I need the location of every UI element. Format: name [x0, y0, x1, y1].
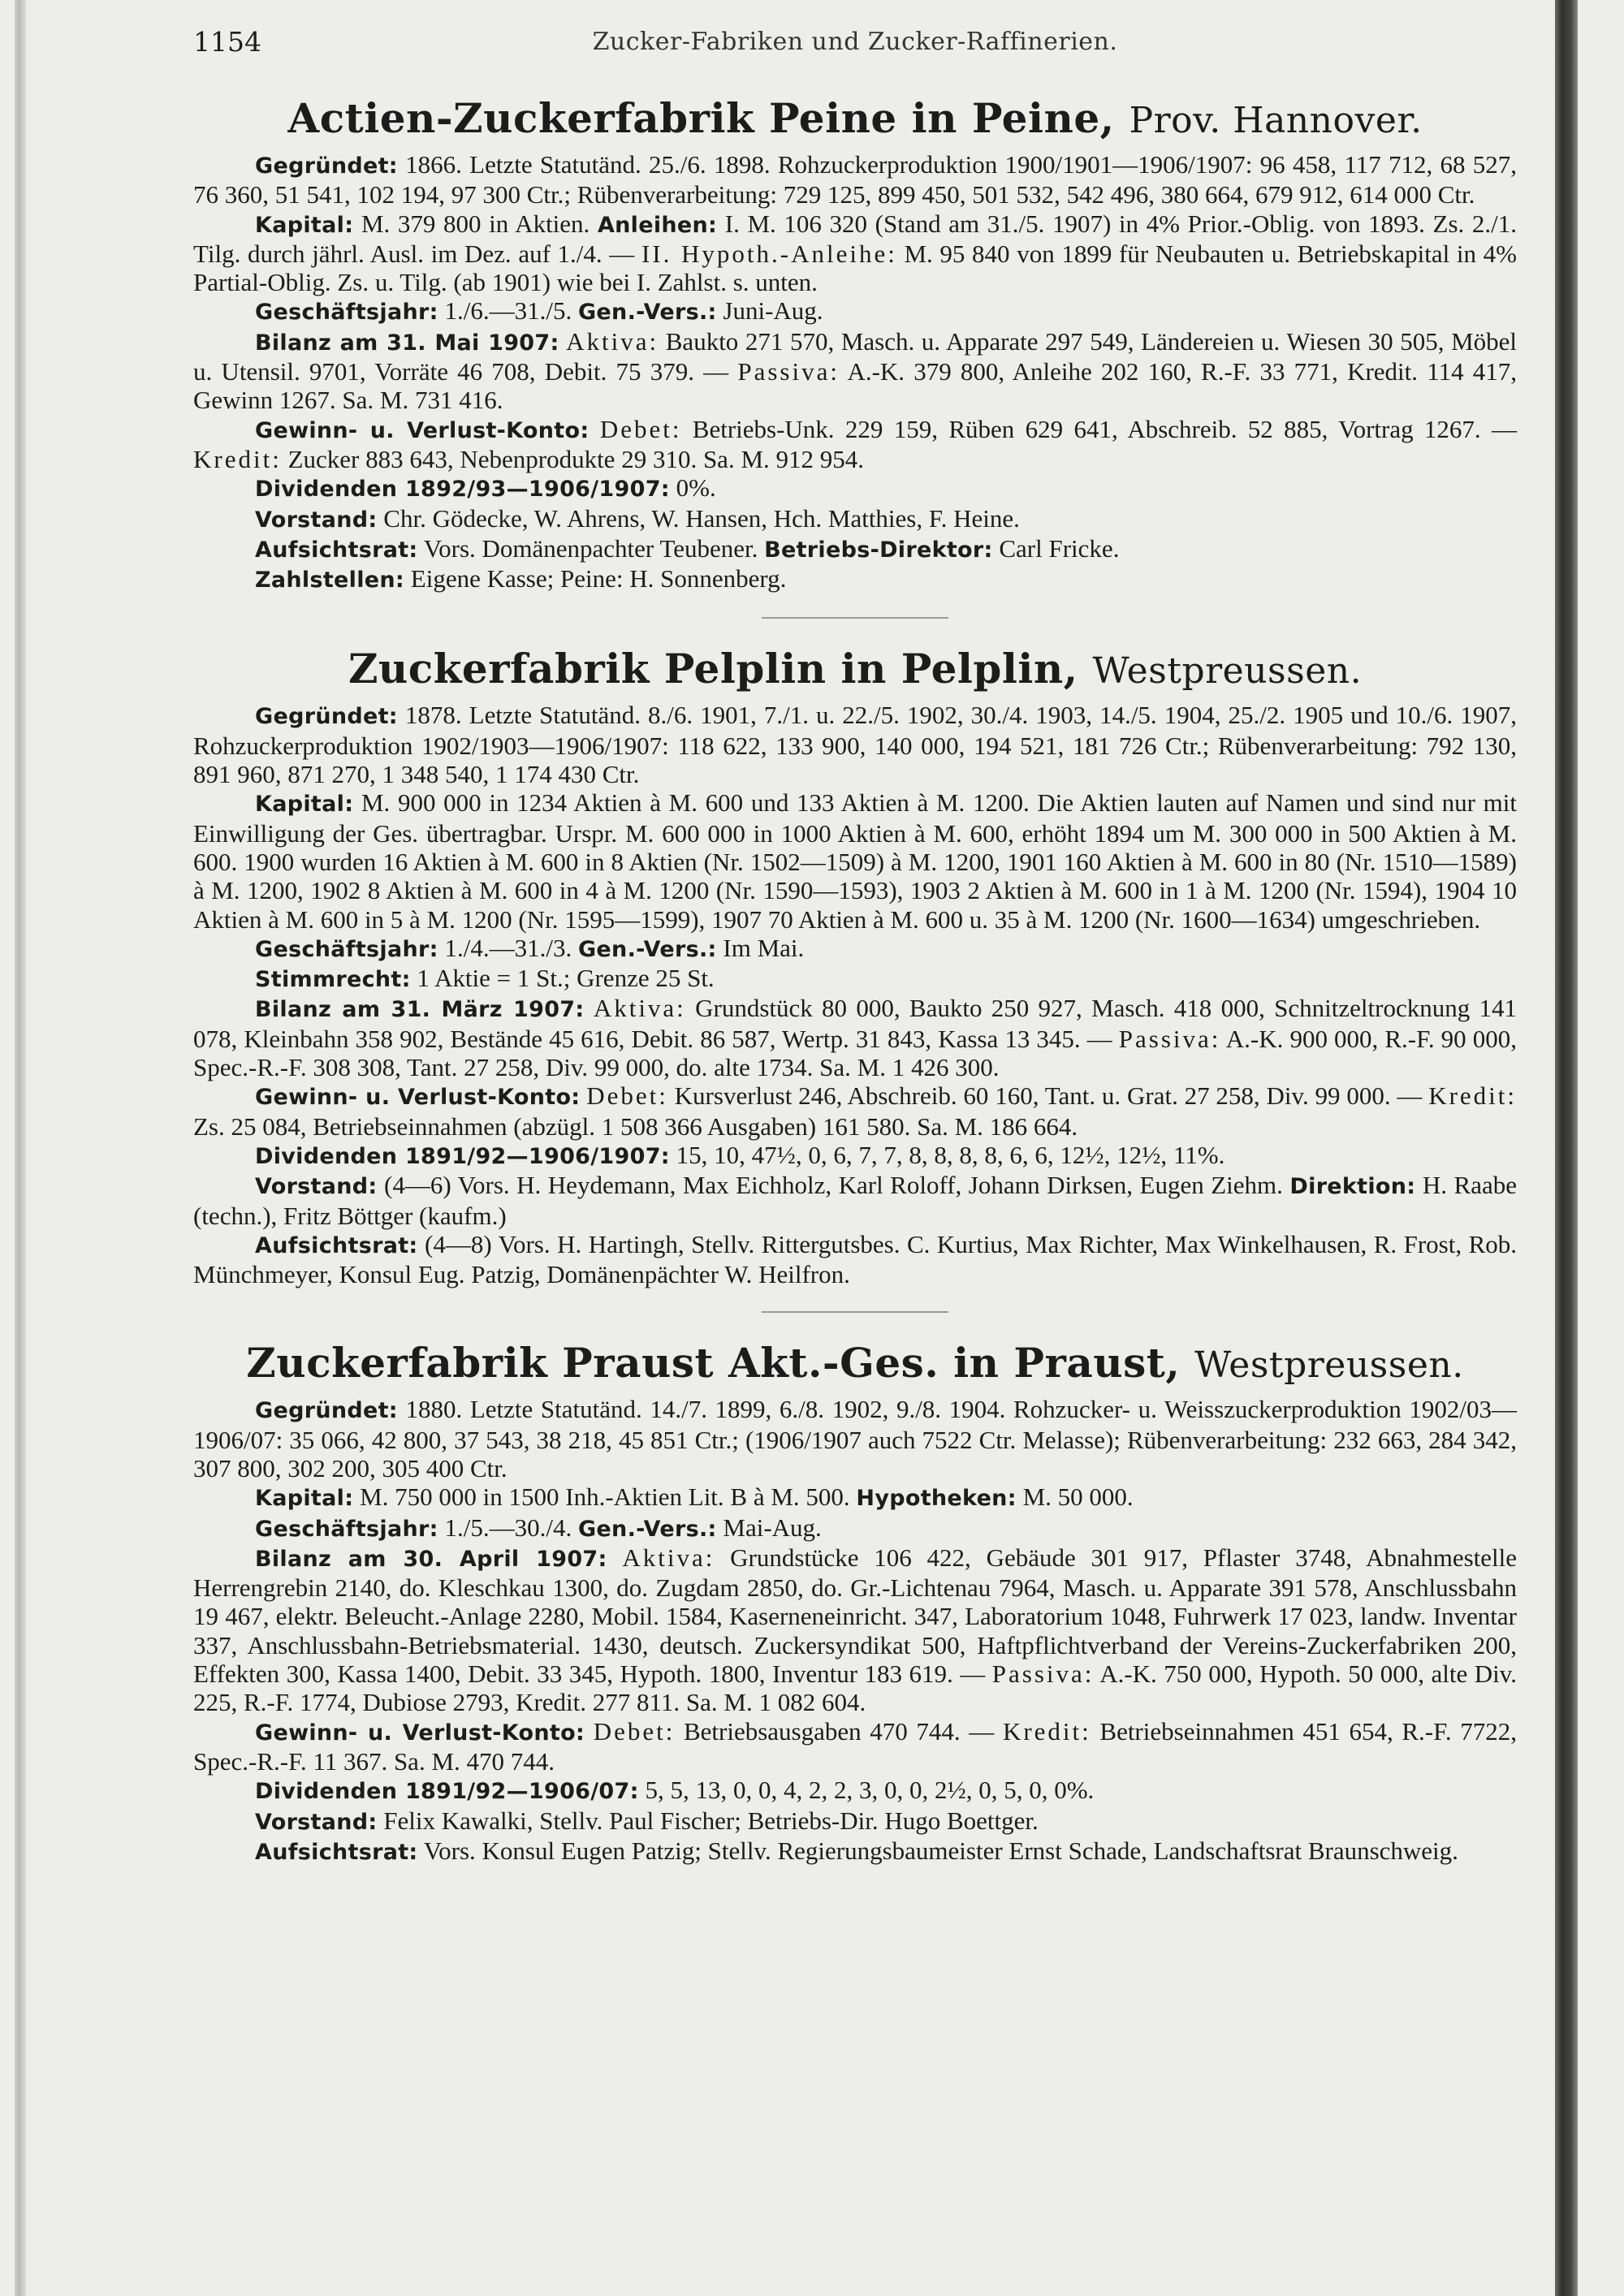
- field-text: Kursverlust 246, Abschreib. 60 160, Tant. u. Grat. 27 258, Div. 99 000. —: [667, 1081, 1429, 1111]
- company-title: [193, 645, 1517, 693]
- field-text: A.-K. 900 000, R.-F. 90 000, Spec.-R.-F. 308 308, Tant. 27 258, Div. 99 000, do. alte 1734. Sa. M. 1 426 300.: [193, 1024, 1517, 1082]
- field-text: 1./6.—31./5.: [438, 296, 578, 326]
- entry-paragraph: [193, 504, 1517, 534]
- field-label: Kapital:: [255, 212, 354, 238]
- field-text: M. 750 000 in 1500 Inh.-Aktien Lit. B à M. 500.: [353, 1482, 857, 1512]
- spaced-label: Aktiva:: [593, 994, 686, 1023]
- field-label: Aufsichtsrat:: [255, 1232, 418, 1258]
- field-label: Gegründet:: [255, 153, 398, 179]
- field-label: Geschäftsjahr:: [255, 936, 438, 962]
- field-label: Gen.-Vers.:: [577, 1516, 717, 1542]
- field-text: M. 379 800 in Aktien.: [353, 209, 598, 238]
- field-text: (4—8) Vors. H. Hartingh, Stellv. Rittergutsbes. C. Kurtius, Max Richter, Max Winkelhausen, R. Frost, Rob. Münchmeyer, Konsul Eug. Patzig, Domänenpächter W. Heilfron.: [193, 1229, 1517, 1289]
- field-text: Betriebsausgaben 470 744. —: [675, 1716, 1003, 1746]
- field-text: Betriebs-Unk. 229 159, Rüben 629 641, Abschreib. 52 885, Vortrag 1267. —: [681, 414, 1518, 443]
- spaced-label: Debet:: [593, 1716, 676, 1746]
- field-text: Baukto 271 570, Masch. u. Apparate 297 549, Ländereien u. Wiesen 30 505, Möbel u. Utensil. 9701, Vorräte 46 708, Debit. 75 379. —: [193, 326, 1517, 386]
- field-text: Zs. 25 084, Betriebseinnahmen (abzügl. 1 508 366 Ausgaben) 161 580. Sa. M. 186 664.: [193, 1111, 1078, 1141]
- field-label: Bilanz am 31. Mai 1907:: [255, 330, 559, 356]
- company-body: [193, 150, 1517, 594]
- field-text: Mai-Aug.: [716, 1513, 822, 1542]
- field-label: Gegründet:: [255, 1398, 398, 1424]
- field-label: Hypotheken:: [856, 1486, 1017, 1512]
- company-body: [193, 1395, 1517, 1867]
- running-title: Zucker-Fabriken und Zucker-Raffinerien.: [592, 28, 1118, 56]
- spaced-label: Passiva:: [1118, 1024, 1221, 1053]
- field-label: Dividenden 1891/92—1906/07:: [255, 1779, 639, 1805]
- book-binding-edge: [1555, 0, 1578, 2296]
- entry-paragraph: [193, 296, 1517, 326]
- field-text: [607, 1543, 623, 1572]
- entry-paragraph: [193, 534, 1517, 564]
- spaced-label: Debet:: [599, 414, 682, 443]
- spaced-label: Aktiva:: [622, 1543, 715, 1572]
- entry-paragraph: [193, 1141, 1517, 1171]
- field-text: Eigene Kasse; Peine: H. Sonnenberg.: [404, 564, 787, 593]
- field-label: Direktion:: [1289, 1174, 1416, 1200]
- spaced-label: Kredit:: [1002, 1716, 1091, 1746]
- entry-paragraph: [193, 327, 1517, 415]
- field-label: Vorstand:: [255, 1174, 378, 1200]
- field-label: Kapital:: [255, 792, 354, 818]
- field-text: 1./4.—31./3.: [438, 933, 578, 962]
- field-text: [585, 994, 594, 1022]
- field-label: Vorstand:: [255, 507, 378, 533]
- field-text: 1878. Letzte Statutänd. 8./6. 1901, 7./1. u. 22./5. 1902, 30./4. 1903, 14./5. 1904, 25./2. 1905 und 10./6. 1907, Rohzuckerproduktion 1902/1903—1906/1907: 118 622, 133 900, 140 000, 194 521, 181 726 Ctr.; Rübenverarbeitung: 792 130, 891 960, 871 270, 1 348 540, 1 174 430 Ctr.: [193, 701, 1517, 789]
- entry-paragraph: [193, 1836, 1517, 1867]
- field-text: Vors. Konsul Eugen Patzig; Stellv. Regierungsbaumeister Ernst Schade, Landschaftsrat Braunschweig.: [417, 1836, 1458, 1865]
- entry-paragraph: [193, 964, 1517, 994]
- field-text: Chr. Gödecke, W. Ahrens, W. Hansen, Hch. Matthies, F. Heine.: [377, 503, 1020, 533]
- spaced-label: II. Hypoth.-Anleihe:: [641, 239, 897, 268]
- company-entry-pelplin: [193, 645, 1517, 1313]
- field-label: Dividenden 1892/93—1906/1907:: [255, 477, 670, 503]
- entry-paragraph: [193, 1806, 1517, 1836]
- entry-paragraph: [193, 1513, 1517, 1543]
- company-name: Zuckerfabrik Praust Akt.-Ges. in Praust,: [246, 1339, 1181, 1388]
- field-text: 1866. Letzte Statutänd. 25./6. 1898. Rohzuckerproduktion 1900/1901—1906/1907: 96 458, 117 712, 68 527, 76 360, 51 541, 102 194, 97 300 Ctr.; Rübenverarbeitung: 729 125, 899 450, 501 532, 542 496, 380 664, 679 912, 614 000 Ctr.: [193, 150, 1517, 209]
- company-entry-praust: [193, 1339, 1517, 1867]
- field-label: Gewinn- u. Verlust-Konto:: [255, 1720, 585, 1746]
- field-label: Kapital:: [255, 1486, 354, 1512]
- entry-paragraph: [193, 1717, 1517, 1776]
- field-text: M. 95 840 von 1899 für Neubauten u. Betriebskapital in 4% Partial-Oblig. Zs. u. Tilg. (ab 1901) wie bei I. Zahlst. s. unten.: [193, 239, 1517, 297]
- field-label: Vorstand:: [255, 1809, 378, 1835]
- entry-paragraph: [193, 701, 1517, 788]
- entry-paragraph: [193, 1776, 1517, 1806]
- section-divider: [762, 1311, 948, 1313]
- field-text: A.-K. 750 000, Hypoth. 50 000, alte Div. 225, R.-F. 1774, Dubiose 2793, Kredit. 277 811. Sa. M. 1 082 604.: [193, 1659, 1517, 1717]
- field-label: Dividenden 1891/92—1906/1907:: [255, 1143, 670, 1169]
- entry-paragraph: [193, 788, 1517, 933]
- company-location: Westpreussen.: [1092, 650, 1363, 693]
- entry-paragraph: [193, 564, 1517, 594]
- spaced-label: Debet:: [586, 1081, 668, 1111]
- field-label: Aufsichtsrat:: [255, 1839, 418, 1865]
- company-name: Zuckerfabrik Pelplin in Pelplin,: [348, 645, 1078, 693]
- field-text: Felix Kawalki, Stellv. Paul Fischer; Betriebs-Dir. Hugo Boettger.: [377, 1806, 1039, 1835]
- field-label: Gewinn- u. Verlust-Konto:: [255, 1085, 581, 1111]
- section-divider: [762, 617, 948, 619]
- page-edge-left: [15, 0, 26, 2296]
- field-text: Juni-Aug.: [716, 296, 823, 326]
- entry-paragraph: [193, 994, 1517, 1081]
- field-text: 5, 5, 13, 0, 0, 4, 2, 2, 3, 0, 0, 2½, 0, 5, 0, 0%.: [638, 1776, 1095, 1805]
- company-title: [193, 1339, 1517, 1387]
- company-location: Prov. Hannover.: [1129, 100, 1423, 141]
- field-text: Betriebseinnahmen 451 654, R.-F. 7722, Spec.-R.-F. 11 367. Sa. M. 470 744.: [193, 1716, 1518, 1776]
- field-text: Vors. Domänenpachter Teubener.: [417, 533, 765, 563]
- company-name: Actien-Zuckerfabrik Peine in Peine,: [287, 94, 1115, 142]
- field-label: Anleihen:: [597, 212, 718, 238]
- spaced-label: Passiva:: [737, 357, 840, 386]
- field-label: Stimmrecht:: [255, 967, 411, 993]
- entry-paragraph: [193, 473, 1517, 503]
- page-number: 1154: [193, 26, 261, 58]
- field-text: I. M. 106 320 (Stand am 31./5. 1907) in 4%: [717, 209, 1181, 238]
- field-text: [585, 1717, 594, 1746]
- field-text: H. Raabe (techn.), Fritz Böttger (kaufm.): [193, 1171, 1518, 1230]
- field-text: M. 900 000 in 1234 Aktien à M. 600 und 133 Aktien à M. 1200. Die Aktien lauten auf Namen und sind nur mit Einwilligung der Ges. übertragbar. Urspr. M. 600 000 in 1000 Aktien à M. 600, erhöht 1894 um M. 300 000 in 500 Aktien à M. 600. 1900 wurden 16 Aktien à M. 600 in 8 Aktien (Nr. 1502—1509) à M. 1200, 1901 160 Aktien à M. 600 in 80 (Nr. 1510—1589) à M. 1200, 1902 8 Aktien à M. 600 in 4 à M. 1200 (Nr. 1590—1593), 1903 2 Aktien à M. 600 in 1 à M. 1200 (Nr. 1594), 1904 10 Aktien à M. 600 in 5 à M. 1200 (Nr. 1595—1599), 1907 70 Aktien à M. 600 u. 35 à M. 1200 (Nr. 1600—1634) umgeschrieben.: [193, 788, 1517, 934]
- field-text: A.-K. 379 800, Anleihe 202 160, R.-F. 33 771, Kredit. 114 417, Gewinn 1267. Sa. M. 731 416.: [193, 357, 1517, 415]
- field-label: Geschäftsjahr:: [255, 300, 438, 326]
- document-page: [193, 23, 1517, 1867]
- field-label: Betriebs-Direktor:: [764, 537, 993, 563]
- field-text: [559, 327, 567, 356]
- field-label: Bilanz am 30. April 1907:: [255, 1546, 607, 1572]
- field-text: (4—6) Vors. H. Heydemann, Max Eichholz, Karl Roloff, Johann Dirksen, Eugen Ziehm.: [377, 1171, 1290, 1200]
- field-text: 0%.: [669, 473, 716, 503]
- field-text: 1./5.—30./4.: [438, 1513, 578, 1542]
- field-text: [589, 415, 599, 443]
- field-text: M. 50 000.: [1016, 1482, 1134, 1512]
- entry-paragraph: [193, 1081, 1517, 1141]
- field-text: Grundstücke 106 422, Gebäude 301 917, Pflaster 3748, Abnahmestelle Herrengrebin 2140, do. Kleschkau 1300, do. Zugdam 2850, do. Gr.-Lichtenau 7964, Masch. u. Apparate 391 578, Anschlussbahn 19 467, elektr. Beleucht.-Anlage 2280, Mobil. 1584, Kaserneneinricht. 347, Laboratorium 1048, Fuhrwerk 17 023, landw. Inventar 337, Anschlussbahn-Betriebsmaterial. 1430, deutsch. Zuckersyndikat 500, Haftpflichtverband der Vereins-Zuckerfabriken 200, Effekten 300, Kassa 1400, Debit. 33 345, Hypoth. 1800, Inventur 183 619. —: [193, 1543, 1517, 1689]
- entry-paragraph: [193, 1543, 1517, 1717]
- field-text: 15, 10, 47½, 0, 6, 7, 7, 8, 8, 8, 8, 6, 6, 12½, 12½, 11%.: [669, 1140, 1225, 1169]
- entry-paragraph: [193, 1395, 1517, 1482]
- entry-paragraph: [193, 1230, 1517, 1289]
- field-text: Zucker 883 643, Nebenprodukte 29 310. Sa. M. 912 954.: [281, 444, 865, 473]
- field-label: Zahlstellen:: [255, 568, 405, 593]
- entry-paragraph: [193, 150, 1517, 209]
- company-entry-peine: [193, 94, 1517, 619]
- field-text: Im Mai.: [716, 933, 805, 962]
- field-label: Gewinn- u. Verlust-Konto:: [255, 417, 590, 443]
- entry-paragraph: [193, 209, 1517, 297]
- field-label: Gen.-Vers.:: [577, 936, 717, 962]
- company-title: [193, 94, 1517, 142]
- page-header: [193, 23, 1517, 71]
- company-location: Westpreussen.: [1194, 1344, 1464, 1387]
- field-text: Carl Fricke.: [992, 533, 1120, 563]
- spaced-label: Kredit:: [193, 444, 282, 473]
- entry-paragraph: [193, 1171, 1517, 1230]
- company-body: [193, 701, 1517, 1288]
- spaced-label: Aktiva:: [566, 326, 659, 356]
- spaced-label: Kredit:: [1428, 1081, 1518, 1111]
- entry-paragraph: [193, 415, 1517, 474]
- field-text: Prior.-Oblig. von 1893. Zs. 2./1. Tilg. durch jährl. Ausl. im Dez. auf 1./4. —: [193, 209, 1518, 268]
- entry-paragraph: [193, 934, 1517, 964]
- field-text: Grundstück 80 000, Baukto 250 927, Masch. 418 000, Schnitzeltrocknung 141 078, Kleinbahn 358 902, Bestände 45 616, Debit. 86 587, Wertp. 31 843, Kassa 13 345. —: [193, 994, 1518, 1053]
- field-label: Gegründet:: [255, 704, 398, 730]
- field-label: Aufsichtsrat:: [255, 537, 418, 563]
- field-label: Bilanz am 31. März 1907:: [255, 997, 585, 1023]
- entry-paragraph: [193, 1482, 1517, 1513]
- field-label: Gen.-Vers.:: [577, 300, 717, 326]
- field-text: 1 Aktie = 1 St.; Grenze 25 St.: [410, 964, 715, 993]
- spaced-label: Passiva:: [991, 1659, 1095, 1689]
- field-label: Geschäftsjahr:: [255, 1516, 438, 1542]
- field-text: 1880. Letzte Statutänd. 14./7. 1899, 6./8. 1902, 9./8. 1904. Rohzucker- u. Weisszuckerproduktion 1902/03—1906/07: 35 066, 42 800, 37 543, 38 218, 45 851 Ctr.; (1906/1907 auch 7522 Ctr. Melasse); Rübenverarbeitung: 232 663, 284 342, 307 800, 302 200, 305 400 Ctr.: [193, 1395, 1517, 1482]
